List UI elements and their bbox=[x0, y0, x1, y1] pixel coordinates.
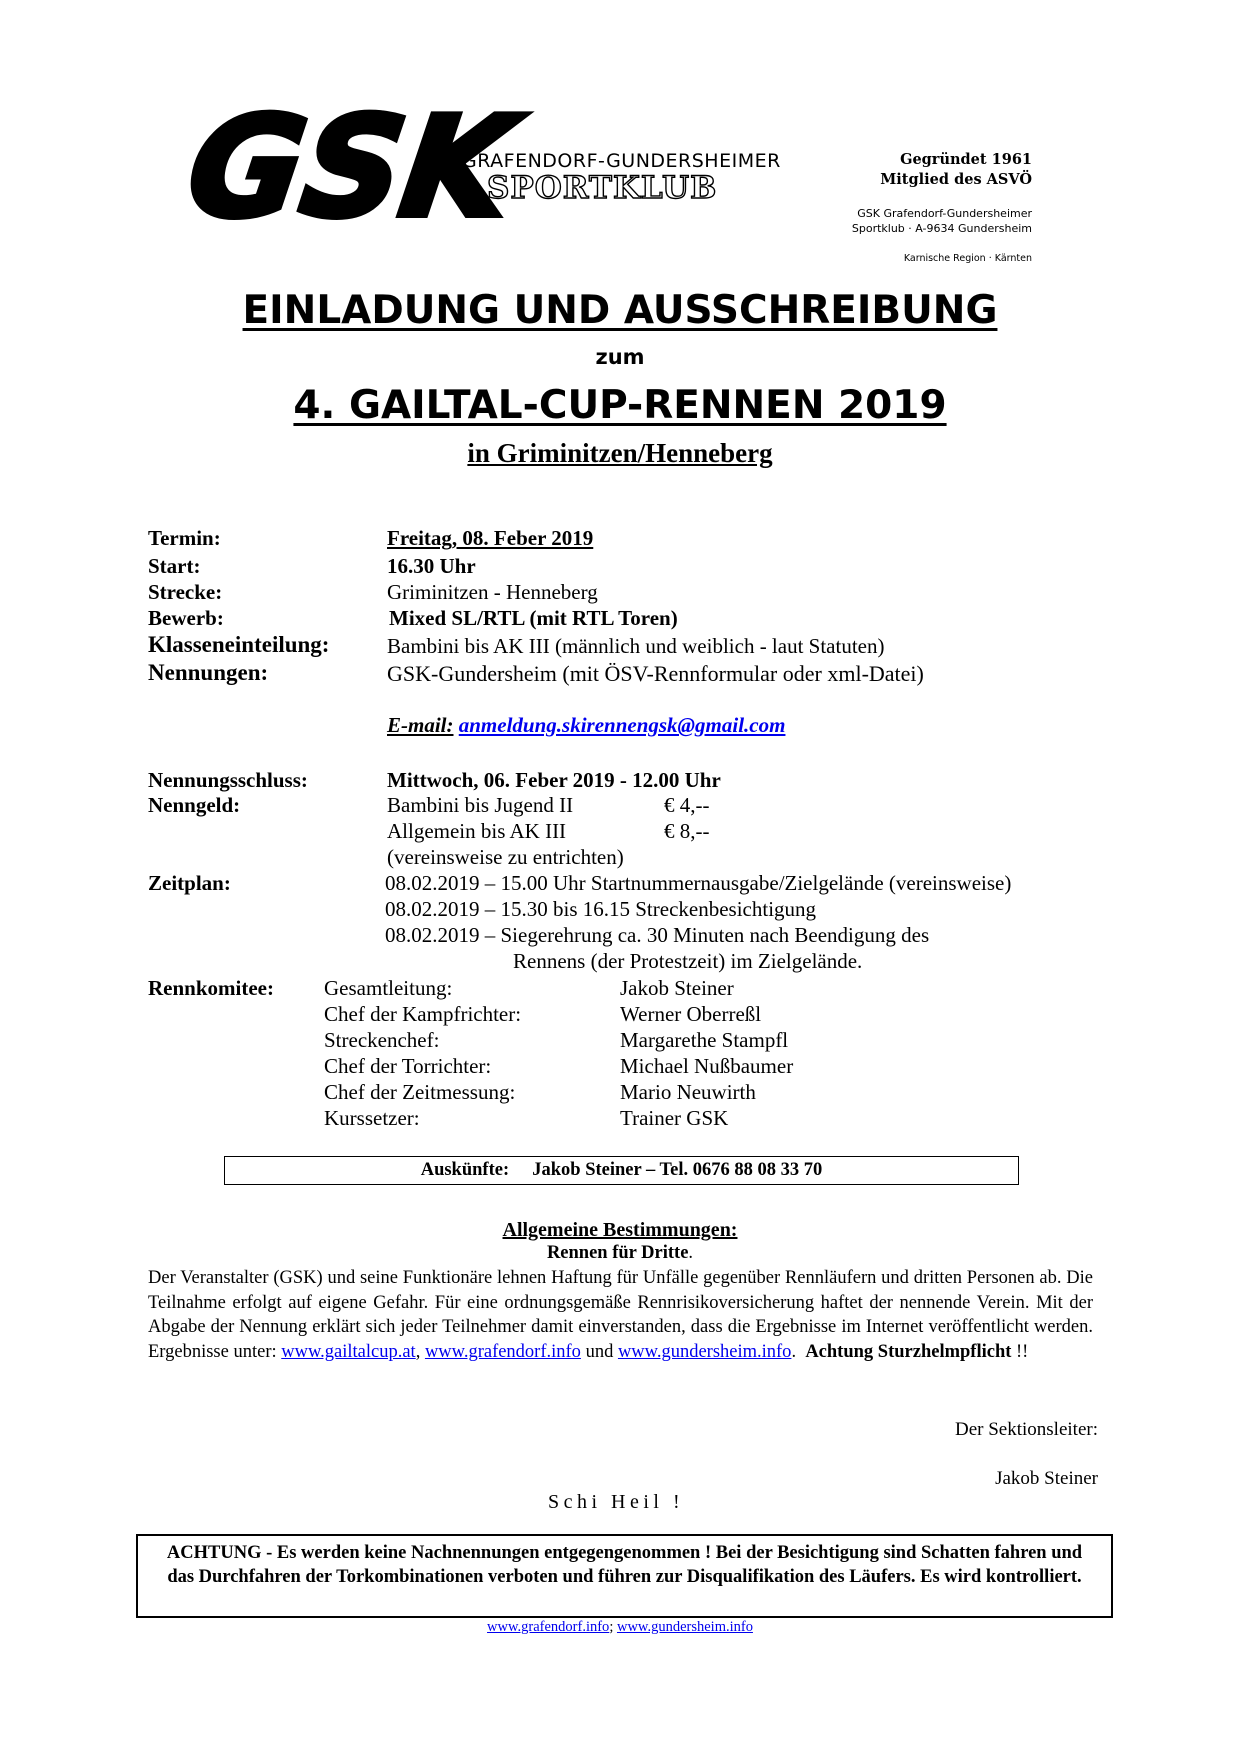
schluss-value: Mittwoch, 06. Feber 2019 - 12.00 Uhr bbox=[387, 768, 721, 792]
komitee-name: Trainer GSK bbox=[620, 1106, 729, 1130]
link-separator: , bbox=[415, 1341, 421, 1362]
address-line1: GSK Grafendorf-Gundersheimer bbox=[857, 207, 1032, 220]
komitee-label: Rennkomitee: bbox=[148, 976, 274, 1000]
sentence-dot: . bbox=[791, 1341, 797, 1362]
subheading-text: Rennen für Dritte bbox=[546, 1243, 689, 1263]
und-text: und bbox=[585, 1341, 614, 1362]
komitee-name: Mario Neuwirth bbox=[620, 1080, 756, 1104]
nenngeld-price-1: € 4,-- bbox=[664, 793, 710, 817]
bestimmungen-paragraph: Der Veranstalter (GSK) und seine Funktionäre lehnen Haftung für Unfälle gegenüber Rennläufern und dritten Personen ab. Die Teilnahme erfolgt auf eigene Gefahr. Für eine ordnungsgemäße Rennrisikoversicherung haftet der nennende Verein. Mit der Abgabe der Nennung erklärt sich jeder Teilnehmer damit einverstanden, dass die Ergebnisse im Internet veröffentlicht werden. Ergebnisse unter: bbox=[148, 1268, 1093, 1362]
schluss-label: Nennungsschluss: bbox=[148, 768, 308, 792]
komitee-role: Chef der Kampfrichter: bbox=[324, 1002, 522, 1026]
club-name-line1: GRAFENDORF-GUNDERSHEIMER bbox=[462, 150, 781, 172]
title-zum: zum bbox=[595, 345, 645, 369]
signature-role: Der Sektionsleiter: bbox=[955, 1419, 1098, 1440]
nenngeld-note: (vereinsweise zu entrichten) bbox=[387, 845, 624, 869]
zeitplan-line-4: Rennens (der Protestzeit) im Zielgelände. bbox=[513, 949, 863, 973]
auskuenfte-box bbox=[224, 1156, 1019, 1185]
achtung-helmet: Achtung Sturzhelmpflicht bbox=[805, 1341, 1012, 1362]
greeting: Schi Heil ! bbox=[548, 1491, 685, 1513]
zeitplan-line-1: 08.02.2019 – 15.00 Uhr Startnummernausgabe/Zielgelände (vereinsweise) bbox=[385, 871, 1012, 895]
termin-value: Freitag, 08. Feber 2019 bbox=[387, 526, 594, 550]
zeitplan-line-3: 08.02.2019 – Siegerehrung ca. 30 Minuten nach Beendigung des bbox=[385, 923, 930, 947]
email-label: E-mail: bbox=[387, 713, 454, 737]
club-name-line2: SPORTKLUB bbox=[487, 170, 718, 206]
zeitplan-line-2: 08.02.2019 – 15.30 bis 16.15 Streckenbesichtigung bbox=[385, 897, 817, 921]
bewerb-value: Mixed SL/RTL (mit RTL Toren) bbox=[389, 606, 678, 630]
start-value: 16.30 Uhr bbox=[387, 554, 476, 578]
termin-label: Termin: bbox=[148, 526, 221, 550]
footer-gundersheim-link[interactable]: www.gundersheim.info bbox=[616, 1619, 753, 1635]
komitee-role: Kurssetzer: bbox=[324, 1106, 420, 1130]
logo-text: GSK bbox=[179, 86, 522, 248]
address-line2: Sportklub · A-9634 Gundersheim bbox=[851, 222, 1032, 235]
start-label: Start: bbox=[148, 554, 201, 578]
founded-text: Gegründet 1961 bbox=[900, 151, 1032, 168]
komitee-role: Streckenchef: bbox=[324, 1028, 440, 1052]
komitee-name: Jakob Steiner bbox=[620, 976, 734, 1000]
gsk-logo bbox=[179, 86, 522, 248]
grafendorf-link[interactable]: www.grafendorf.info bbox=[424, 1341, 581, 1362]
subheading-dot: . bbox=[688, 1243, 694, 1263]
strecke-label: Strecke: bbox=[148, 580, 223, 604]
bewerb-label: Bewerb: bbox=[148, 606, 224, 630]
auskuenfte-label: Auskünfte: bbox=[420, 1160, 510, 1180]
warning-box bbox=[136, 1534, 1113, 1618]
bestimmungen-heading: Allgemeine Bestimmungen: bbox=[502, 1219, 738, 1241]
nenngeld-group-1: Bambini bis Jugend II bbox=[387, 793, 574, 817]
gundersheim-link[interactable]: www.gundersheim.info bbox=[617, 1341, 792, 1362]
email-link[interactable]: anmeldung.skirennengsk@gmail.com bbox=[458, 713, 786, 737]
warning-text: ACHTUNG - Es werden keine Nachnennungen entgegengenommen ! Bei der Besichtigung sind Schatten fahren und das Durchfahren der Torkombinationen verboten und führen zur Disqualifikation des Läufers. Es wird kontrolliert. bbox=[166, 1543, 1083, 1587]
achtung-excl: !! bbox=[1016, 1341, 1029, 1362]
nennungen-label: Nennungen: bbox=[148, 660, 269, 685]
nenngeld-label: Nenngeld: bbox=[148, 793, 241, 817]
bestimmungen-text bbox=[148, 1266, 1093, 1364]
klassen-value: Bambini bis AK III (männlich und weiblich - laut Statuten) bbox=[387, 634, 885, 658]
event-location: in Griminitzen/Henneberg bbox=[467, 438, 773, 468]
gailtalcup-link[interactable]: www.gailtalcup.at bbox=[281, 1341, 416, 1362]
region-text: Karnische Region · Kärnten bbox=[903, 253, 1032, 264]
komitee-name: Margarethe Stampfl bbox=[620, 1028, 789, 1052]
klassen-label: Klasseneinteilung: bbox=[148, 632, 330, 657]
nenngeld-group-2: Allgemein bis AK III bbox=[387, 819, 567, 843]
footer bbox=[0, 1619, 1240, 1636]
komitee-role: Gesamtleitung: bbox=[324, 976, 453, 1000]
zeitplan-label: Zeitplan: bbox=[148, 871, 231, 895]
auskuenfte-value: Jakob Steiner – Tel. 0676 88 08 33 70 bbox=[532, 1160, 823, 1180]
komitee-role: Chef der Torrichter: bbox=[324, 1054, 492, 1078]
bestimmungen-subheading bbox=[0, 1243, 1240, 1264]
komitee-name: Michael Nußbaumer bbox=[620, 1054, 794, 1078]
member-text: Mitglied des ASVÖ bbox=[880, 171, 1032, 188]
strecke-value: Griminitzen - Henneberg bbox=[387, 580, 598, 604]
event-title: 4. GAILTAL-CUP-RENNEN 2019 bbox=[293, 383, 947, 428]
footer-grafendorf-link[interactable]: www.grafendorf.info bbox=[487, 1619, 610, 1635]
footer-separator: ; bbox=[609, 1619, 614, 1635]
komitee-role: Chef der Zeitmessung: bbox=[324, 1080, 516, 1104]
email-row bbox=[387, 713, 785, 738]
komitee-name: Werner Oberreßl bbox=[620, 1002, 762, 1026]
nenngeld-price-2: € 8,-- bbox=[664, 819, 710, 843]
nennungen-value: GSK-Gundersheim (mit ÖSV-Rennformular oder xml-Datei) bbox=[387, 661, 924, 686]
page-title: EINLADUNG UND AUSSCHREIBUNG bbox=[242, 288, 998, 333]
signature-name: Jakob Steiner bbox=[995, 1468, 1098, 1489]
